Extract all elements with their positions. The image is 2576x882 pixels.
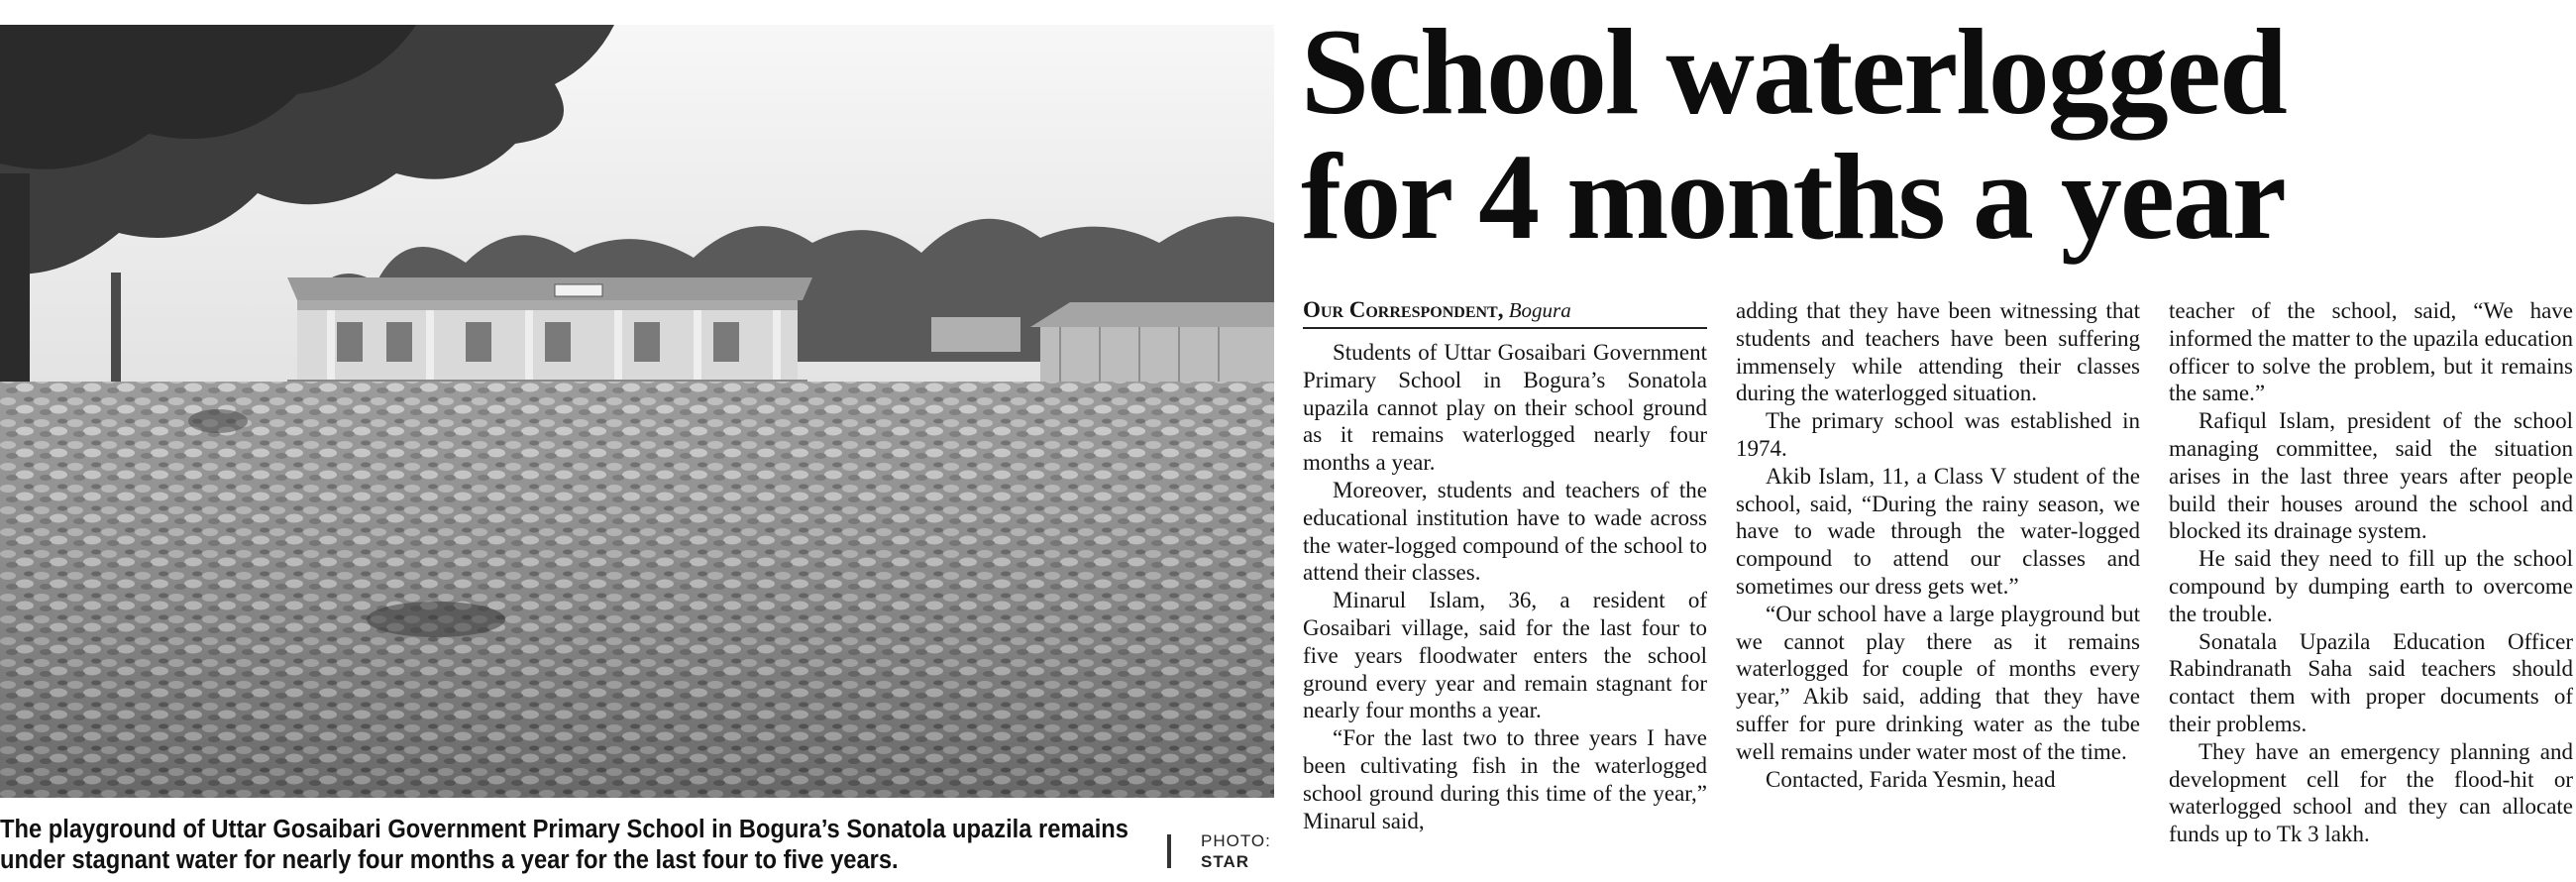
paragraph: Sonatala Upazila Education Officer Rabindranath Saha said teachers should contact them with proper documents of their problems. (2169, 628, 2573, 736)
article-column-3 (2169, 297, 2573, 848)
paragraph: The primary school was established in 1974. (1736, 408, 2140, 461)
news-photo (0, 25, 1274, 798)
paragraph: Akib Islam, 11, a Class V student of the school, said, “During the rainy season, we have to wade through the water-logged compound to attend our classes and sometimes our dress gets wet.” (1736, 463, 2140, 599)
paragraph: Minarul Islam, 36, a resident of Gosaibari village, said for the last four to five years floodwater enters the school ground every year and remain stagnant for nearly four months a year. (1303, 588, 1707, 723)
paragraph: “For the last two to three years I have been cultivating fish in the waterlogged school ground during this time of the year,” Minarul said, (1303, 725, 1707, 833)
photo-school-waterlogged-icon (0, 25, 1274, 798)
caption-line-1: The playground of Uttar Gosaibari Government Primary School in Bogura’s Sonatola upazila remains (0, 816, 1128, 843)
credit-divider (1167, 834, 1171, 868)
article-column-2 (1736, 297, 2140, 793)
byline-author: Our Correspondent, (1303, 297, 1504, 322)
paragraph: “Our school have a large playground but we cannot play there as it remains waterlogged for couple of months every year,” Akib said, adding that they have suffer for pure drinking water as the tube well remains under water most of the time. (1736, 601, 2140, 764)
credit-label: PHOTO: (1201, 831, 1271, 850)
photo-credit (1201, 830, 1271, 872)
paragraph: Students of Uttar Gosaibari Government Primary School in Bogura’s Sonatola upazila cannot play on their school ground as it remains waterlogged nearly four months a year. (1303, 340, 1707, 476)
headline-line-1: School waterlogged (1301, 4, 2286, 140)
byline (1303, 297, 1707, 329)
paragraph: Moreover, students and teachers of the educational institution have to wade across the water-logged compound of the school to attend their classes. (1303, 477, 1707, 586)
paragraph-continued: teacher of the school, said, “We have informed the matter to the upazila education officer to solve the problem, but it remains the same.” (2169, 298, 2573, 406)
paragraph: Rafiqul Islam, president of the school managing committee, said the situation arises in the last three years after people build their houses around the school and blocked its drainage system. (2169, 408, 2573, 544)
credit-source: STAR (1201, 852, 1250, 871)
headline (1301, 4, 2576, 265)
byline-location: Bogura (1508, 298, 1571, 322)
paragraph: Contacted, Farida Yesmin, head (1766, 766, 2056, 792)
paragraph: He said they need to fill up the school compound by dumping earth to overcome the trouble. (2169, 546, 2573, 626)
caption-line-2: under stagnant water for nearly four months a year for the last four to five years. (0, 846, 899, 874)
headline-line-2: for 4 months a year (1301, 129, 2285, 265)
paragraph: They have an emergency planning and development cell for the flood-hit or waterlogged school and they can allocate funds up to Tk 3 lakh. (2169, 738, 2573, 847)
photo-caption (0, 815, 1128, 876)
paragraph-continued: adding that they have been witnessing that students and teachers have been suffering immensely while attending their classes during the waterlogged situation. (1736, 298, 2140, 406)
article-column-1 (1303, 297, 1707, 834)
